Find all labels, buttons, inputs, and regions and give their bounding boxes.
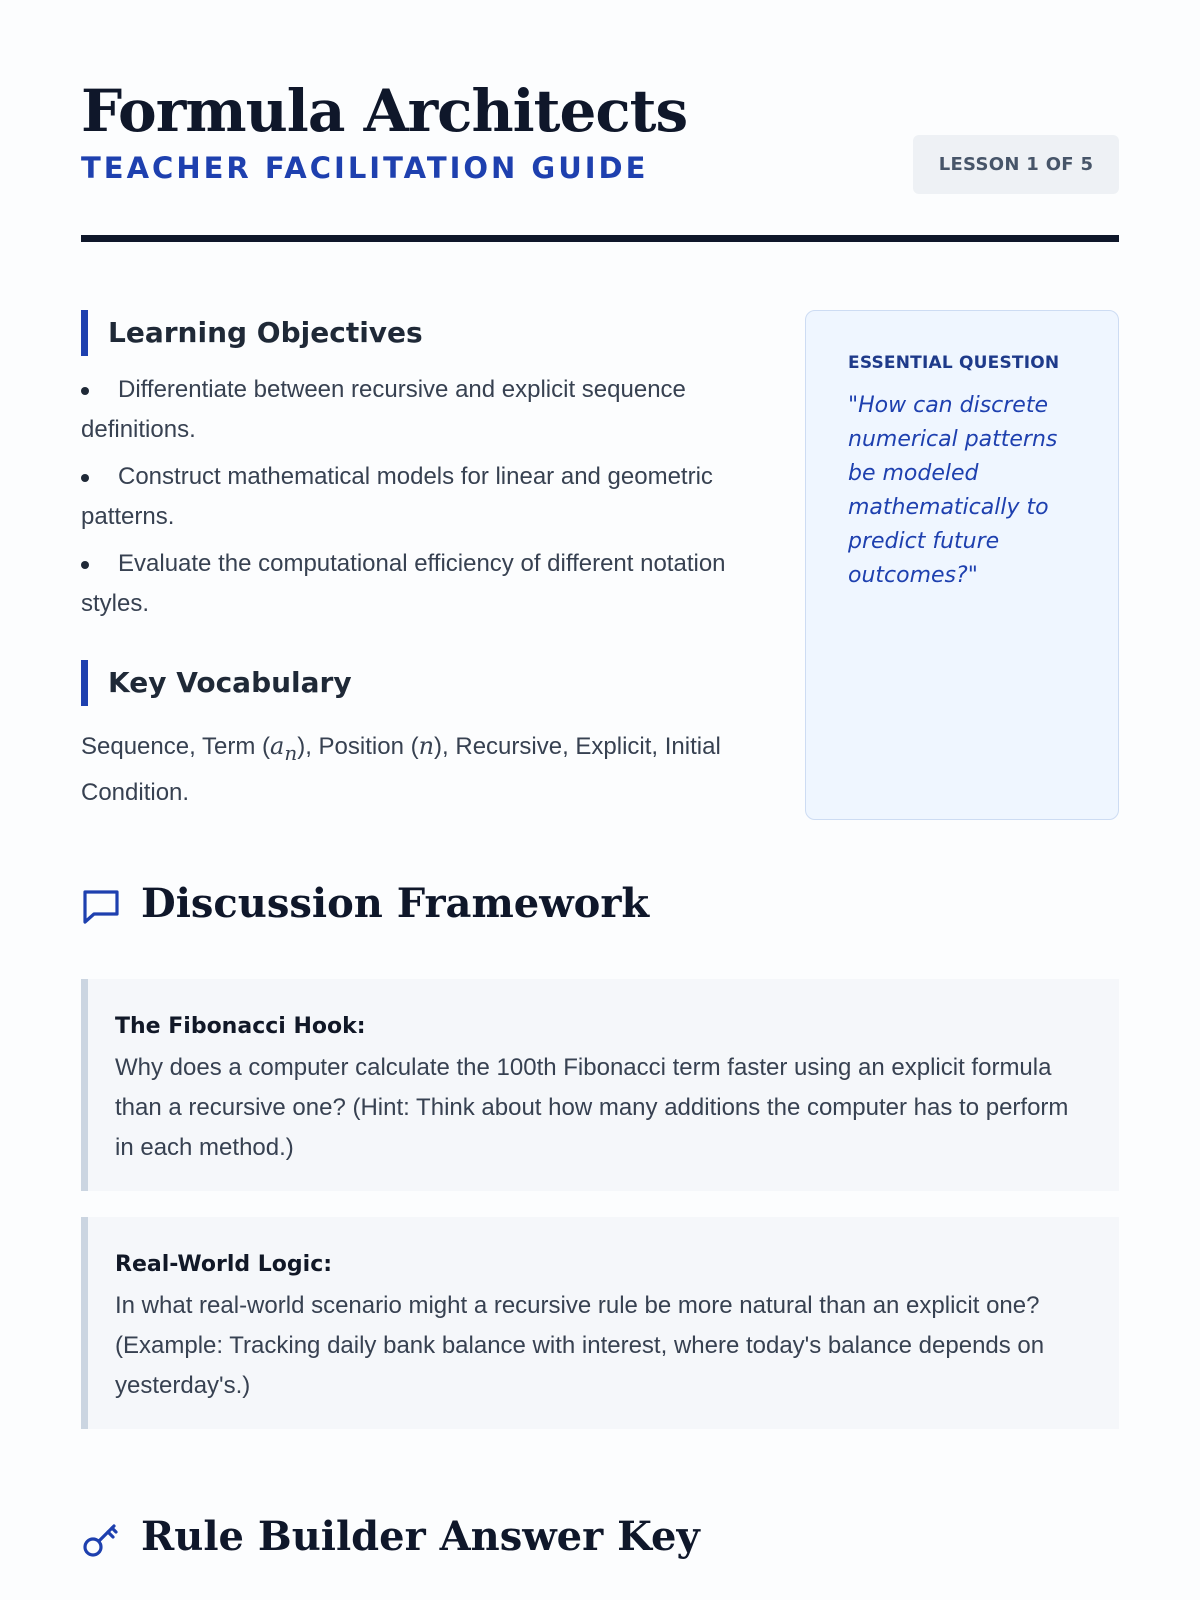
objectives-column [81, 310, 761, 813]
position-symbol: n [418, 732, 435, 760]
answer-key-heading [81, 1507, 1119, 1567]
essential-question-text: "How can discrete numerical patterns be modeled mathematically to predict future outcomes?" [848, 393, 1058, 588]
prompt-body: In what real-world scenario might a recursive rule be more natural than an explicit one? (Example: Tracking daily bank balance with interest, where today's balance depends on yesterday's.) [115, 1292, 1045, 1399]
objectives-list [81, 370, 761, 624]
page-title: Formula Architects [81, 77, 688, 145]
answer-key-heading-text: Rule Builder Answer Key [141, 1513, 700, 1560]
prompt-title: Real-World Logic: [115, 1252, 333, 1277]
objective-item: Evaluate the computational efficiency of different notation styles. [81, 544, 761, 624]
objective-item: Differentiate between recursive and explicit sequence definitions. [81, 370, 761, 450]
chat-bubble-icon [81, 887, 121, 927]
essential-question-box [805, 310, 1119, 820]
page-subtitle: TEACHER FACILITATION GUIDE [81, 151, 649, 185]
discussion-prompt-card [81, 1217, 1119, 1429]
prompt-title: The Fibonacci Hook: [115, 1014, 366, 1039]
prompt-body: Why does a computer calculate the 100th Fibonacci term faster using an explicit formula than a recursive one? (Hint: Think about how many additions the computer has to perform in each method.) [115, 1054, 1069, 1161]
page-header [81, 0, 1119, 242]
discussion-heading [81, 874, 1119, 934]
discussion-heading-text: Discussion Framework [141, 880, 650, 927]
vocab-prefix: Sequence, Term ( [81, 733, 270, 760]
term-symbol: a [270, 732, 285, 760]
term-subscript: n [284, 740, 298, 765]
objective-item: Construct mathematical models for linear and geometric patterns. [81, 457, 761, 537]
vocabulary-heading: Key Vocabulary [81, 660, 761, 706]
vocab-suffix: ), Recursive, Explicit, Initial Condition. [81, 733, 721, 806]
essential-question-label: ESSENTIAL QUESTION [848, 353, 1060, 373]
key-icon [81, 1520, 121, 1560]
vocabulary-text [81, 726, 761, 813]
lesson-badge: LESSON 1 OF 5 [913, 135, 1119, 194]
overview-section [81, 242, 1119, 852]
vocab-middle: ), Position ( [297, 733, 419, 760]
objectives-heading: Learning Objectives [81, 310, 761, 356]
discussion-prompt-card [81, 979, 1119, 1191]
discussion-section [81, 874, 1119, 1567]
